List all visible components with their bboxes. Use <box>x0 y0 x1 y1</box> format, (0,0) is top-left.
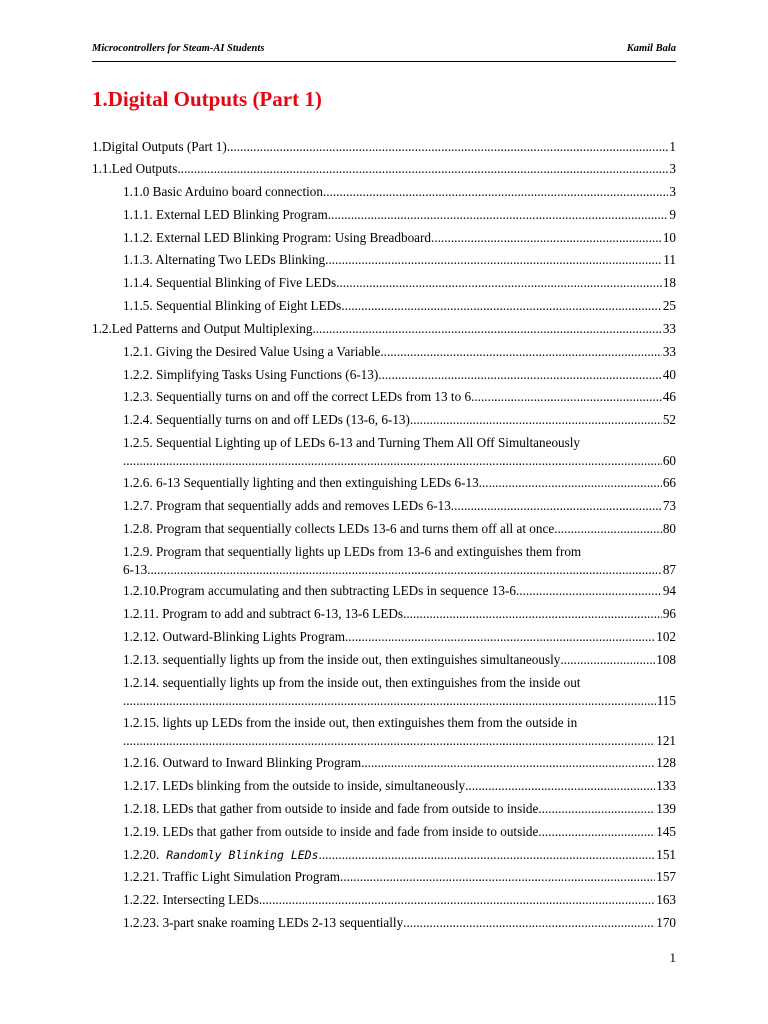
toc-leader-dots <box>345 628 655 646</box>
toc-leader-dots <box>451 497 662 515</box>
toc-entry[interactable] <box>123 411 676 429</box>
toc-entry-page: 40 <box>662 367 676 382</box>
toc-entry[interactable] <box>123 229 676 247</box>
toc-entry-title: 1.1.3. Alternating Two LEDs Blinking <box>123 252 326 267</box>
toc-entry-title: 1.2.16. Outward to Inward Blinking Program <box>123 755 362 770</box>
toc-entry-title[interactable]: 1.2.9. Program that sequentially lights up LEDs from 13-6 and extinguishes them from <box>123 544 582 559</box>
toc-entry-title[interactable]: 1.2.14. sequentially lights up from the inside out, then extinguishes from the inside out <box>123 675 581 690</box>
toc-entry[interactable] <box>123 297 676 315</box>
toc-entry-page: 108 <box>656 652 676 667</box>
toc-entry-page: 121 <box>656 733 676 748</box>
toc-entry-page: 73 <box>662 498 676 513</box>
toc-leader-dots <box>410 411 662 429</box>
toc-entry-title: 1.2.23. 3-part snake roaming LEDs 2-13 sequentially <box>123 915 404 930</box>
toc-entry-page: 52 <box>662 412 676 427</box>
toc-entry-page: 139 <box>656 801 676 816</box>
header-book-title: Microcontrollers for Steam-AI Students <box>92 43 265 54</box>
toc-entry-page: 3 <box>669 184 676 199</box>
toc-leader-dots <box>380 343 661 361</box>
toc-entry-number: 1.2.20. <box>123 847 160 862</box>
toc-entry[interactable] <box>92 160 676 178</box>
toc-entry-title: 1.2.17. LEDs blinking from the outside to inside, simultaneously <box>123 778 466 793</box>
toc-leader-dots <box>325 251 662 269</box>
toc-entry-title <box>123 846 319 864</box>
toc-entry[interactable] <box>123 628 676 646</box>
toc-entry[interactable] <box>123 251 676 269</box>
toc-leader-dots <box>340 868 655 886</box>
toc-entry[interactable] <box>123 823 676 841</box>
toc-entry[interactable] <box>92 138 676 156</box>
toc-entry[interactable] <box>123 846 676 864</box>
toc-entry-page: 96 <box>662 606 676 621</box>
toc-entry-page: 60 <box>662 453 676 468</box>
toc-entry-title: 1.2.11. Program to add and subtract 6-13, 13-6 LEDs <box>123 606 404 621</box>
toc-entry-title: 1.2.7. Program that sequentially adds and removes LEDs 6-13 <box>123 498 451 513</box>
toc-entry-title[interactable]: 1.2.5. Sequential Lighting up of LEDs 6-13 and Turning Them All Off Simultaneously <box>123 435 581 450</box>
toc-entry[interactable] <box>123 605 676 623</box>
toc-leader-dots <box>123 452 662 470</box>
toc-leader-dots <box>313 320 662 338</box>
toc-leader-dots <box>123 692 656 710</box>
toc-entry-page: 66 <box>662 475 676 490</box>
toc-leader-dots <box>538 823 655 841</box>
toc-entry-title: 1.2.21. Traffic Light Simulation Program <box>123 869 340 884</box>
toc-entry-page: 170 <box>656 915 676 930</box>
toc-leader-dots <box>554 520 662 538</box>
toc-entry-page: 102 <box>656 629 676 644</box>
toc-leader-dots <box>259 891 655 909</box>
toc-entry-page: 128 <box>656 755 676 770</box>
page-number: 1 <box>669 950 676 965</box>
toc-entry[interactable] <box>123 366 676 384</box>
toc-entry-page: 9 <box>669 207 676 222</box>
toc-entry-page: 18 <box>662 275 676 290</box>
toc-entry-title: 1.2.12. Outward-Blinking Lights Program <box>123 629 345 644</box>
toc-entry-title[interactable]: 1.2.15. lights up LEDs from the inside out, then extinguishes them from the outside in <box>123 715 578 730</box>
toc-entry-title: 1.2.3. Sequentially turns on and off the correct LEDs from 13 to 6 <box>123 389 472 404</box>
toc-leader-dots <box>403 914 655 932</box>
toc-entry[interactable] <box>123 183 676 201</box>
toc-entry-title: 1.1.1. External LED Blinking Program <box>123 207 328 222</box>
toc-entry-page: 46 <box>662 389 676 404</box>
toc-entry-title: 1.1.2. External LED Blinking Program: Using Breadboard <box>123 230 432 245</box>
toc-entry[interactable] <box>123 582 676 600</box>
toc-entry-page: 11 <box>663 252 676 267</box>
toc-leader-dots <box>403 605 662 623</box>
toc-entry[interactable] <box>123 452 676 470</box>
toc-leader-dots <box>227 138 669 156</box>
toc-entry-title: 1.1.Led Outputs <box>92 161 178 176</box>
toc-entry[interactable] <box>123 651 676 669</box>
toc-entry-page: 33 <box>662 344 676 359</box>
toc-leader-dots <box>471 388 662 406</box>
toc-entry-title: 1.2.2. Simplifying Tasks Using Functions (6-13) <box>123 367 379 382</box>
toc-entry[interactable] <box>123 914 676 932</box>
toc-entry-page: 1 <box>669 139 676 154</box>
toc-entry[interactable] <box>123 777 676 795</box>
toc-entry[interactable] <box>123 891 676 909</box>
toc-leader-dots <box>328 206 669 224</box>
toc-leader-dots <box>560 651 655 669</box>
toc-entry-title: 1.1.4. Sequential Blinking of Five LEDs <box>123 275 337 290</box>
toc-leader-dots <box>319 846 656 864</box>
toc-entry[interactable] <box>92 320 676 338</box>
toc-entry-page: 157 <box>656 869 676 884</box>
toc-entry[interactable] <box>123 388 676 406</box>
toc-entry-title: 1.2.22. Intersecting LEDs <box>123 892 259 907</box>
toc-entry[interactable] <box>123 732 676 750</box>
toc-entry[interactable] <box>123 343 676 361</box>
toc-entry[interactable] <box>123 274 676 292</box>
toc-entry[interactable] <box>123 497 676 515</box>
toc-entry[interactable] <box>123 206 676 224</box>
toc-entry-page: 10 <box>662 230 676 245</box>
toc-entry-title: 1.1.0 Basic Arduino board connection <box>123 184 323 199</box>
toc-entry-page: 163 <box>656 892 676 907</box>
toc-leader-dots <box>431 229 662 247</box>
toc-entry-page: 33 <box>662 321 676 336</box>
toc-entry-title: 1.2.13. sequentially lights up from the inside out, then extinguishes simultaneously <box>123 652 561 667</box>
toc-leader-dots <box>538 800 655 818</box>
toc-entry[interactable] <box>123 692 676 710</box>
toc-leader-dots <box>323 183 668 201</box>
toc-leader-dots <box>341 297 662 315</box>
toc-entry-page: 151 <box>656 847 676 862</box>
chapter-title: 1.Digital Outputs (Part 1) <box>92 87 322 111</box>
toc-leader-dots <box>123 732 655 750</box>
toc-entry-page: 80 <box>662 521 676 536</box>
toc-leader-dots <box>361 754 655 772</box>
toc-entry[interactable] <box>123 561 676 579</box>
toc-entry-title: 1.2.18. LEDs that gather from outside to inside and fade from outside to inside <box>123 801 539 816</box>
toc-entry[interactable] <box>123 474 676 492</box>
toc-leader-dots <box>147 561 662 579</box>
toc-entry[interactable] <box>123 754 676 772</box>
toc-entry-page: 145 <box>656 824 676 839</box>
toc-entry-title: 1.2.Led Patterns and Output Multiplexing <box>92 321 313 336</box>
toc-entry[interactable] <box>123 520 676 538</box>
toc-entry-page: 25 <box>662 298 676 313</box>
toc-entry[interactable] <box>123 868 676 886</box>
header-author: Kamil Bala <box>626 43 676 54</box>
toc-entry-title-continued: 6-13 <box>123 562 148 577</box>
toc-entry-title: 1.2.8. Program that sequentially collects LEDs 13-6 and turns them off all at once <box>123 521 555 536</box>
toc-leader-dots <box>378 366 662 384</box>
toc-entry-title: 1.2.4. Sequentially turns on and off LEDs (13-6, 6-13) <box>123 412 410 427</box>
toc-entry-code-title: Randomly Blinking LEDs <box>166 848 319 862</box>
toc-entry-page: 87 <box>662 562 676 577</box>
toc-leader-dots <box>479 474 662 492</box>
toc-entry-page: 3 <box>669 161 676 176</box>
toc-leader-dots <box>516 582 662 600</box>
toc-leader-dots <box>336 274 662 292</box>
toc-entry-title: 1.Digital Outputs (Part 1) <box>92 139 227 154</box>
toc-entry-page: 115 <box>656 693 676 708</box>
toc-entry-title: 1.2.1. Giving the Desired Value Using a Variable <box>123 344 381 359</box>
toc-entry-title: 1.2.10.Program accumulating and then subtracting LEDs in sequence 13-6 <box>123 583 516 598</box>
toc-leader-dots <box>465 777 655 795</box>
toc-entry-page: 133 <box>656 778 676 793</box>
toc-entry-page: 94 <box>662 583 676 598</box>
toc-leader-dots <box>177 160 668 178</box>
toc-entry-title: 1.1.5. Sequential Blinking of Eight LEDs <box>123 298 342 313</box>
toc-entry-title: 1.2.19. LEDs that gather from outside to inside and fade from inside to outside <box>123 824 539 839</box>
toc-entry[interactable] <box>123 800 676 818</box>
toc-entry-title: 1.2.6. 6-13 Sequentially lighting and then extinguishing LEDs 6-13 <box>123 475 479 490</box>
